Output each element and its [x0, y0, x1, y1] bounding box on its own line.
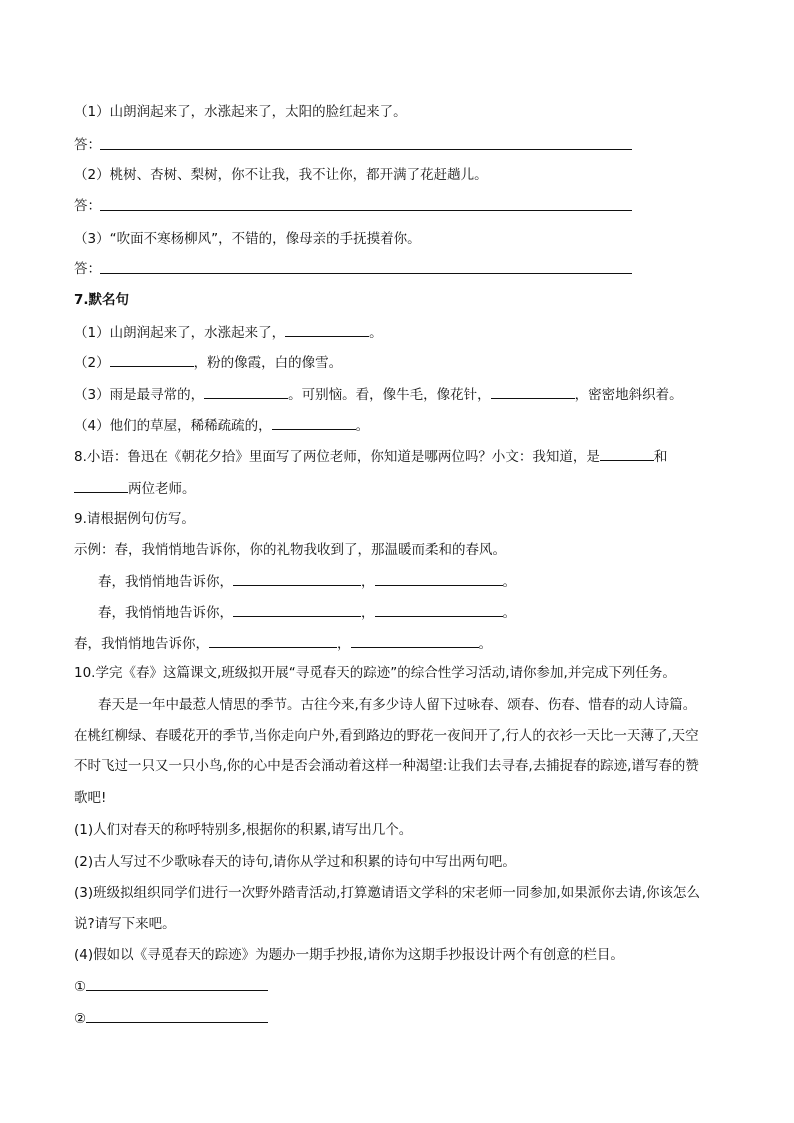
q10-column-2	[74, 1009, 268, 1028]
q7-title: 7.默名句	[74, 292, 130, 308]
q9-prefix-2: 春，我悄悄地告诉你，	[98, 605, 233, 621]
q9-title: 9.请根据例句仿写。	[74, 511, 195, 527]
q7-line-1-text: （1）山朗润起来了，水涨起来了，	[74, 325, 286, 341]
q6-answer-line-1[interactable]	[100, 149, 632, 150]
q7-line-4-end: 。	[355, 418, 370, 434]
q10-task-3a: (3)班级拟组织同学们进行一次野外踏青活动,打算邀请语文学科的宋老师一同参加,如果派你去请,你该怎么	[74, 885, 700, 901]
q6-answer-label-1: 答：	[74, 137, 101, 153]
q8-line-1	[74, 447, 667, 466]
q6-answer-line-3[interactable]	[100, 273, 632, 274]
q9-comma-3: ，	[337, 636, 351, 652]
q7-line-3	[74, 385, 683, 404]
q9-blank-2a[interactable]	[233, 603, 361, 617]
q7-line-4-text: （4）他们的草屋，稀稀疏疏的，	[74, 418, 272, 434]
q8-line-2	[74, 479, 196, 498]
q9-line-3	[74, 634, 492, 653]
q8-and: 和	[653, 449, 668, 465]
q7-line-2	[74, 353, 342, 372]
q7-line-1	[74, 323, 383, 342]
q9-prefix-3: 春，我悄悄地告诉你，	[74, 636, 209, 652]
q10-intro: 10.学完《春》这篇课文,班级拟开展“寻觅春天的踪迹”的综合性学习活动,请你参加,并完成下列任务。	[74, 665, 676, 681]
q9-end-2: 。	[502, 605, 516, 621]
q10-column-1	[74, 977, 268, 996]
q7-line-4	[74, 416, 369, 435]
q9-line-1	[98, 572, 516, 591]
q10-passage-4: 歌吧!	[74, 790, 107, 806]
q7-line-1-end: 。	[369, 325, 383, 341]
q9-example: 示例：春，我悄悄地告诉你，你的礼物我收到了，那温暖而柔和的春风。	[74, 542, 506, 558]
q10-task-1: (1)人们对春天的称呼特别多,根据你的积累,请写出几个。	[74, 822, 413, 838]
q9-blank-2b[interactable]	[375, 603, 503, 617]
q9-blank-3b[interactable]	[351, 634, 479, 648]
q10-task-2: (2)古人写过不少歌咏春天的诗句,请你从学过和积累的诗句中写出两句吧。	[74, 854, 516, 870]
q9-comma-1: ，	[361, 574, 375, 590]
q9-blank-3a[interactable]	[209, 634, 337, 648]
q7-blank-3[interactable]	[204, 385, 288, 399]
q8-blank-1[interactable]	[600, 447, 654, 461]
q9-end-1: 。	[502, 574, 516, 590]
q10-task-3b: 说?请写下来吧。	[74, 916, 176, 932]
q10-passage-3: 不时飞过一只又一只小鸟,你的心中是否会涌动着这样一种渴望:让我们去寻春,去捕捉春的踪迹,谱写春的赞	[74, 758, 699, 774]
q9-end-3: 。	[478, 636, 492, 652]
q10-column-1-marker: ①	[74, 979, 87, 995]
q7-blank-5[interactable]	[272, 416, 356, 430]
q7-line-3-text: （3）雨是最寻常的，	[74, 387, 205, 403]
q8-end: 两位老师。	[128, 481, 196, 497]
q7-blank-2[interactable]	[110, 353, 194, 367]
q6-item-2: （2）桃树、杏树、梨树，你不让我，我不让你，都开满了花赶趟儿。	[74, 167, 488, 183]
q6-answer-line-2[interactable]	[100, 210, 632, 211]
q7-line-2-text: （2）	[74, 355, 110, 371]
q8-blank-2[interactable]	[74, 479, 128, 493]
q9-line-2	[98, 603, 516, 622]
q9-blank-1a[interactable]	[233, 572, 361, 586]
q10-passage-1: 春天是一年中最惹人情思的季节。古往今来,有多少诗人留下过咏春、颂春、伤春、惜春的动人诗篇。	[98, 697, 697, 713]
q10-task-4: (4)假如以《寻觅春天的踪迹》为题办一期手抄报,请你为这期手抄报设计两个有创意的栏目。	[74, 947, 624, 963]
q10-column-2-marker: ②	[74, 1011, 87, 1027]
q7-blank-4[interactable]	[491, 385, 575, 399]
q7-line-3-mid: 。可别恼。看，像牛毛，像花针，	[288, 387, 491, 403]
q6-answer-label-2: 答：	[74, 198, 101, 214]
q9-comma-2: ，	[361, 605, 375, 621]
q6-answer-label-3: 答：	[74, 261, 101, 277]
q7-line-3-end: ，密密地斜织着。	[574, 387, 683, 403]
q7-blank-1[interactable]	[285, 323, 369, 337]
q10-passage-2: 在桃红柳绿、春暖花开的季节,当你走向户外,看到路边的野花一夜间开了,行人的衣衫一天比一天薄了,天空	[74, 728, 699, 744]
q8-question: 8.小语：鲁迅在《朝花夕拾》里面写了两位老师，你知道是哪两位吗？小文：我知道，是	[74, 449, 600, 465]
q7-line-2-end: ，粉的像霞，白的像雪。	[193, 355, 343, 371]
q10-column-2-blank[interactable]	[86, 1009, 268, 1023]
q6-item-3: （3）“吹面不寒杨柳风”，不错的，像母亲的手抚摸着你。	[74, 231, 421, 247]
q9-prefix-1: 春，我悄悄地告诉你，	[98, 574, 233, 590]
q10-column-1-blank[interactable]	[86, 977, 268, 991]
q9-blank-1b[interactable]	[375, 572, 503, 586]
q6-item-1: （1）山朗润起来了，水涨起来了，太阳的脸红起来了。	[74, 104, 407, 120]
